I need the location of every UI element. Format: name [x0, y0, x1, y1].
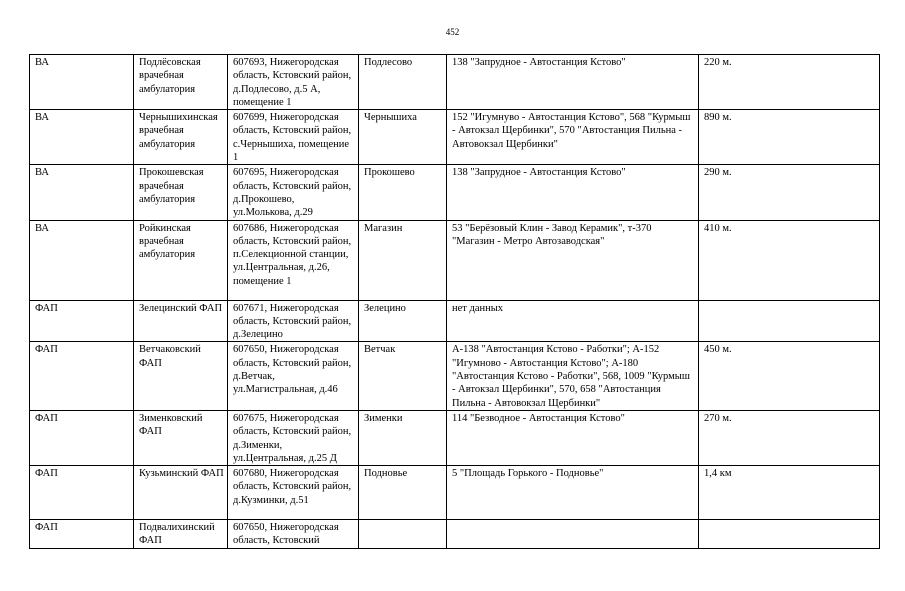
table-row [30, 220, 880, 300]
facility-type: ФАП [30, 300, 134, 342]
bus-routes: 138 "Запрудное - Автостанция Кстово" [447, 55, 699, 110]
distance: 270 м. [699, 410, 880, 465]
facility-type: ФАП [30, 342, 134, 410]
facility-address: 607695, Нижегородская область, Кстовский район, д.Прокошево, ул.Молькова, д.29 [228, 165, 359, 220]
facility-name: Кузьминский ФАП [134, 466, 228, 520]
bus-stop: Зименки [359, 410, 447, 465]
bus-routes: 138 "Запрудное - Автостанция Кстово" [447, 165, 699, 220]
distance [699, 520, 880, 549]
table-row [30, 410, 880, 465]
distance: 1,4 км [699, 466, 880, 520]
distance: 890 м. [699, 110, 880, 165]
distance: 450 м. [699, 342, 880, 410]
table-row [30, 520, 880, 549]
bus-routes: нет данных [447, 300, 699, 342]
facility-name: Ройкинская врачебная амбулатория [134, 220, 228, 300]
distance [699, 300, 880, 342]
bus-stop [359, 520, 447, 549]
bus-routes: 152 "Игумнуво - Автостанция Кстово", 568 "Курмыш - Автокзал Щербинки", 570 "Автостанция Пильна - Автовокзал Щербинки" [447, 110, 699, 165]
table-row [30, 55, 880, 110]
facility-name: Зелецинский ФАП [134, 300, 228, 342]
bus-routes: А-138 "Автостанция Кстово - Работки"; А-152 "Игумново - Автостанция Кстово"; А-180 "Автостанция Кстово - Работки", 568, 1009 "Курмыш - Автокзал Щербинки", 570, 658 "Автостанция Пильна - Автовокзал Щербинки" [447, 342, 699, 410]
facility-name: Подлёсовская врачебная амбулатория [134, 55, 228, 110]
distance: 220 м. [699, 55, 880, 110]
distance: 290 м. [699, 165, 880, 220]
bus-routes: 114 "Безводное - Автостанция Кстово" [447, 410, 699, 465]
table-row [30, 165, 880, 220]
facility-address: 607671, Нижегородская область, Кстовский район, д.Зелецино [228, 300, 359, 342]
facilities-table [29, 54, 880, 549]
bus-stop: Подновье [359, 466, 447, 520]
bus-routes [447, 520, 699, 549]
facility-name: Подвалихинский ФАП [134, 520, 228, 549]
facility-name: Прокошевская врачебная амбулатория [134, 165, 228, 220]
bus-routes: 53 "Берёзовый Клин - Завод Керамик", т-370 "Магазин - Метро Автозаводская" [447, 220, 699, 300]
facility-type: ВА [30, 55, 134, 110]
table-row [30, 110, 880, 165]
bus-stop: Магазин [359, 220, 447, 300]
bus-stop: Чернышиха [359, 110, 447, 165]
facility-type: ФАП [30, 466, 134, 520]
page-number: 452 [445, 27, 460, 37]
bus-stop: Прокошево [359, 165, 447, 220]
facility-type: ФАП [30, 520, 134, 549]
facility-type: ВА [30, 110, 134, 165]
facility-address: 607675, Нижегородская область, Кстовский район, д.Зименки, ул.Центральная, д.25 Д [228, 410, 359, 465]
facility-address: 607650, Нижегородская область, Кстовский [228, 520, 359, 549]
bus-stop: Ветчак [359, 342, 447, 410]
bus-stop: Подлесово [359, 55, 447, 110]
facility-address: 607650, Нижегородская область, Кстовский район, д.Ветчак, ул.Магистральная, д.46 [228, 342, 359, 410]
distance: 410 м. [699, 220, 880, 300]
facility-address: 607693, Нижегородская область, Кстовский район, д.Подлесово, д.5 А, помещение 1 [228, 55, 359, 110]
facility-name: Зименковский ФАП [134, 410, 228, 465]
facility-address: 607686, Нижегородская область, Кстовский район, п.Селекционной станции, ул.Центральная, д.26, помещение 1 [228, 220, 359, 300]
facility-name: Чернышихинская врачебная амбулатория [134, 110, 228, 165]
bus-routes: 5 "Площадь Горького - Подновье" [447, 466, 699, 520]
table-row [30, 300, 880, 342]
bus-stop: Зелецино [359, 300, 447, 342]
facility-type: ВА [30, 220, 134, 300]
facility-name: Ветчаковский ФАП [134, 342, 228, 410]
facility-type: ФАП [30, 410, 134, 465]
facility-address: 607699, Нижегородская область, Кстовский район, с.Чернышиха, помещение 1 [228, 110, 359, 165]
table-row [30, 466, 880, 520]
facility-type: ВА [30, 165, 134, 220]
table-row [30, 342, 880, 410]
facility-address: 607680, Нижегородская область, Кстовский район, д.Кузминки, д.51 [228, 466, 359, 520]
